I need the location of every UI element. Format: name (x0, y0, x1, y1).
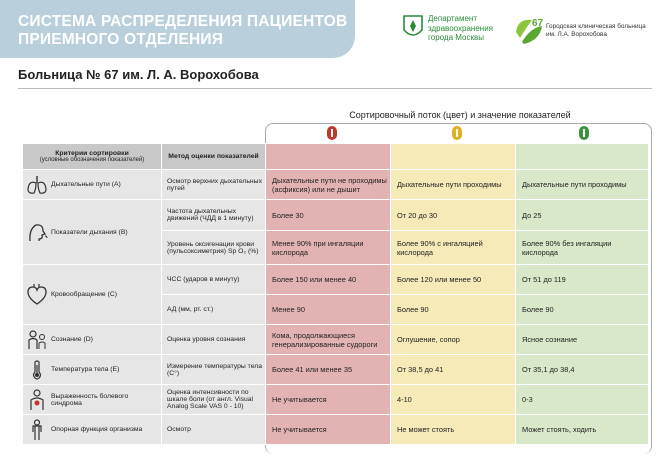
method-cell: ЧСС (ударов в минуту) (162, 265, 266, 295)
yellow-value: 4-10 (391, 385, 516, 415)
red-header-cell (266, 144, 391, 170)
moscow-health-dept-logo (402, 14, 424, 40)
green-flow-icon (578, 125, 590, 141)
red-value: Менее 90% при ингаляции кислорода (266, 231, 391, 265)
table-row (23, 200, 649, 231)
criterion-cell: Дыхательные пути (А) (23, 170, 162, 200)
triage-table (22, 143, 649, 445)
green-value: Может стоять, ходить (516, 415, 649, 445)
yellow-value: Более 120 или менее 50 (391, 265, 516, 295)
criterion-cell: Кровообращение (С) (23, 265, 162, 325)
green-value: До 25 (516, 200, 649, 231)
table-row (23, 415, 649, 445)
red-value: Не учитывается (266, 415, 391, 445)
red-value: Более 41 или менее 35 (266, 355, 391, 385)
method-cell: АД (мм, рт. ст.) (162, 295, 266, 325)
yellow-value: Дыхательные пути проходимы (391, 170, 516, 200)
page-title: СИСТЕМА РАСПРЕДЕЛЕНИЯ ПАЦИЕНТОВ ПРИЕМНОГО ОТДЕЛЕНИЯ (18, 13, 348, 48)
method-cell: Осмотр верхних дыхательных путей (162, 170, 266, 200)
breathing-head-icon (26, 221, 48, 243)
pain-icon (26, 389, 48, 411)
red-value: Более 30 (266, 200, 391, 231)
table-row (23, 355, 649, 385)
green-value: От 51 до 119 (516, 265, 649, 295)
criterion-cell: Выраженность болевого синдрома (23, 385, 162, 415)
criteria-header: Критерии сортировки (условные обозначения показателей) (23, 144, 162, 170)
criterion-cell: Сознание (D) (23, 325, 162, 355)
yellow-value: Более 90% с ингаляцией кислорода (391, 231, 516, 265)
yellow-value: От 38,5 до 41 (391, 355, 516, 385)
yellow-header-cell (391, 144, 516, 170)
green-value: 0-3 (516, 385, 649, 415)
method-cell: Оценка интенсивности по шкале боли (от англ. Visual Analog Scale VAS 0 - 10) (162, 385, 266, 415)
thermometer-icon (26, 359, 48, 381)
green-value: Ясное сознание (516, 325, 649, 355)
criterion-cell: Опорная функция организма (23, 415, 162, 445)
red-flow-icon (326, 125, 338, 141)
hospital-title: Больница № 67 им. Л. А. Ворохобова (18, 67, 259, 82)
criterion-cell: Температура тела (Е) (23, 355, 162, 385)
red-value: Не учитывается (266, 385, 391, 415)
hospital-name: Городская клиническая больница им. Л.А. Ворохобова (546, 23, 646, 38)
criterion-cell: Показатели дыхания (B) (23, 200, 162, 265)
yellow-value: Более 90 (391, 295, 516, 325)
divider (18, 88, 652, 89)
yellow-value: Оглушение, сопор (391, 325, 516, 355)
red-value: Дыхательные пути не проходимы (асфиксия) или не дышит (266, 170, 391, 200)
method-cell: Уровень оксигенации крови (пульсоксиметрия) Sp O₂ (%) (162, 231, 266, 265)
person-standing-icon (26, 419, 48, 441)
method-cell: Частота дыхательных движений (ЧДД в 1 минуту) (162, 200, 266, 231)
red-value: Более 150 или менее 40 (266, 265, 391, 295)
dept-name: Департамент здравоохранения города Москвы (428, 14, 494, 42)
yellow-value: Не может стоять (391, 415, 516, 445)
method-cell: Осмотр (162, 415, 266, 445)
table-row (23, 170, 649, 200)
lungs-icon (26, 175, 48, 195)
yellow-value: От 20 до 30 (391, 200, 516, 231)
heart-icon (26, 284, 48, 306)
green-header-cell (516, 144, 649, 170)
yellow-flow-icon (451, 125, 463, 141)
green-value: Более 90 (516, 295, 649, 325)
table-row (23, 385, 649, 415)
table-row (23, 325, 649, 355)
method-cell: Оценка уровня сознания (162, 325, 266, 355)
red-value: Кома, продолжающиеся генерализированные судороги (266, 325, 391, 355)
hospital-67-logo (512, 14, 546, 48)
consciousness-icon (26, 329, 48, 351)
method-cell: Измерение температуры тела (С°) (162, 355, 266, 385)
flow-title: Сортировочный поток (цвет) и значение показателей (349, 110, 571, 120)
logo-number: 67 (532, 18, 544, 29)
green-value: Дыхательные пути проходимы (516, 170, 649, 200)
table-row (23, 265, 649, 295)
green-value: От 35,1 до 38,4 (516, 355, 649, 385)
red-value: Менее 90 (266, 295, 391, 325)
method-header: Метод оценки показателей (162, 144, 266, 170)
green-value: Более 90% без ингаляции кислорода (516, 231, 649, 265)
